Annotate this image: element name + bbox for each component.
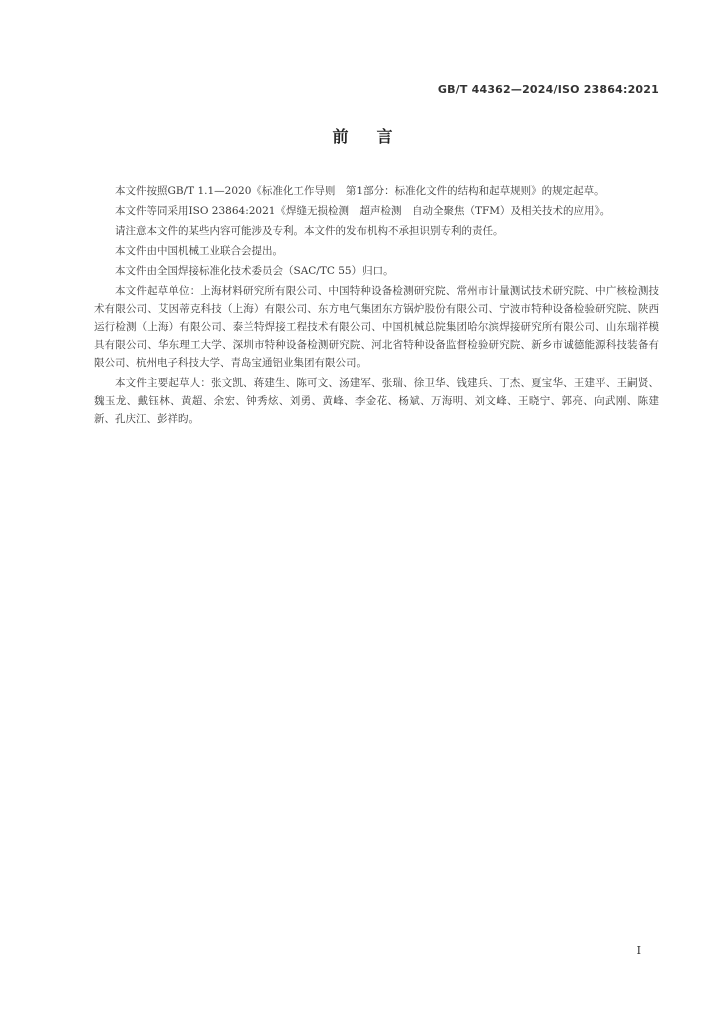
page-title: 前言	[332, 127, 421, 146]
paragraph-patent-notice: 请注意本文件的某些内容可能涉及专利。本文件的发布机构不承担识别专利的责任。	[115, 225, 504, 237]
paragraph-drafters: 本文件主要起草人：张文凯、蒋建生、陈可文、汤建军、张瑞、徐卫华、钱建兵、丁杰、夏宝华、王建平、王嗣贤、魏玉龙、戴钰林、黄超、余宏、钟秀炫、刘勇、黄峰、李金花、杨斌、万海明、刘文峰、王晓宁、郭亮、向武刚、陈建新、孔庆江、彭祥昀。	[94, 377, 659, 425]
paragraph-proposed-by: 本文件由中国机械工业联合会提出。	[115, 245, 283, 257]
paragraph-managed-by: 本文件由全国焊接标准化技术委员会（SAC/TC 55）归口。	[115, 265, 394, 277]
page-number: I	[636, 944, 641, 957]
paragraph-iso-adoption: 本文件等同采用ISO 23864:2021《焊缝无损检测 超声检测 自动全聚焦（TFM）及相关技术的应用》。	[115, 205, 611, 217]
standard-code: GB/T 44362—2024/ISO 23864:2021	[437, 83, 659, 96]
foreword-body	[94, 182, 659, 430]
paragraph-drafting-rules: 本文件按照GB/T 1.1—2020《标准化工作导则 第1部分：标准化文件的结构和起草规则》的规定起草。	[115, 185, 605, 197]
paragraph-drafting-units: 本文件起草单位：上海材料研究所有限公司、中国特种设备检测研究院、常州市计量测试技术研究院、中广核检测技术有限公司、艾因蒂克科技（上海）有限公司、东方电气集团东方锅炉股份有限公司、宁波市特种设备检验研究院、陕西运行检测（上海）有限公司、泰兰特焊接工程技术有限公司、中国机械总院集团哈尔滨焊接研究所有限公司、山东瑞祥模具有限公司、华东理工大学、深圳市特种设备检测研究院、河北省特种设备监督检验研究院、新乡市诚德能源科技装备有限公司、杭州电子科技大学、青岛宝通铝业集团有限公司。	[94, 285, 659, 369]
